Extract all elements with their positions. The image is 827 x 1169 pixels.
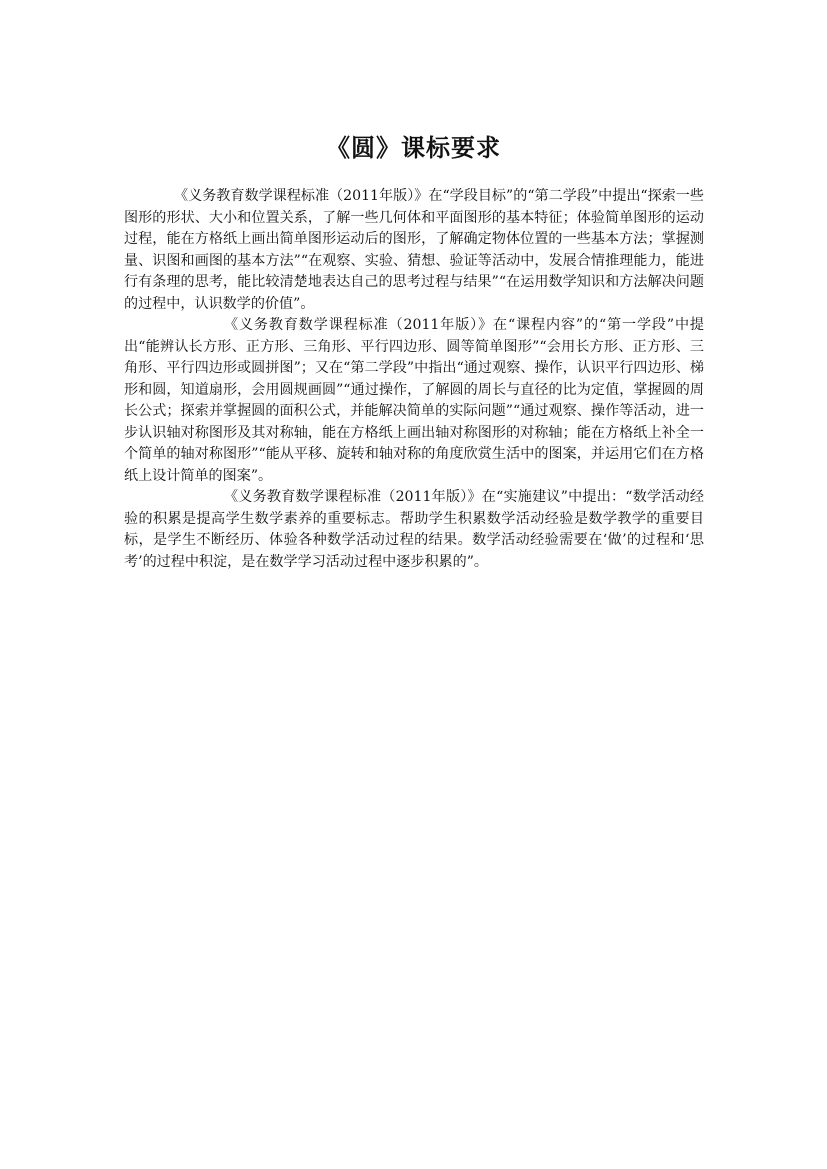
paragraph-course-content: 《义务教育数学课程标准（2011年版）》在“课程内容”的“第一学段”中提出“能辨认长方形、正方形、三角形、平行四边形、圆等简单图形”“会用长方形、正方形、三角形、平行四边形或圆拼图”；又在“第二学段”中指出“通过观察、操作，认识平行四边形、梯形和圆，知道扇形，会用圆规画圆”“通过操作，了解圆的周长与直径的比为定值，掌握圆的周长公式；探索并掌握圆的面积公式，并能解决简单的实际问题”“通过观察、操作等活动，进一步认识轴对称图形及其对称轴，能在方格纸上画出轴对称图形的对称轴；能在方格纸上补全一个简单的轴对称图形”“能从平移、旋转和轴对称的角度欣赏生活中的图案，并运用它们在方格纸上设计简单的图案”。 [124,317,704,484]
paragraph-implementation-advice: 《义务教育数学课程标准（2011年版）》在“实施建议”中提出：“数学活动经验的积累是提高学生数学素养的重要标志。帮助学生积累数学活动经验是数学教学的重要目标，是学生不断经历、体验各种数学活动过程的结果。数学活动经验需要在‘做’的过程和‘思考’的过程中积淀，是在数学学习活动过程中逐步积累的”。 [124,489,704,570]
document-title: 《圆》课标要求 [326,134,501,162]
document-body [124,186,704,573]
paragraph-stage-goals: 《义务教育数学课程标准（2011年版）》在“学段目标”的“第二学段”中提出“探索一些图形的形状、大小和位置关系，了解一些几何体和平面图形的基本特征；体验简单图形的运动过程，能在方格纸上画出简单图形运动后的图形，了解确定物体位置的一些基本方法；掌握测量、识图和画图的基本方法”“在观察、实验、猜想、验证等活动中，发展合情推理能力，能进行有条理的思考，能比较清楚地表达自己的思考过程与结果”“在运用数学知识和方法解决问题的过程中，认识数学的价值”。 [124,188,704,312]
